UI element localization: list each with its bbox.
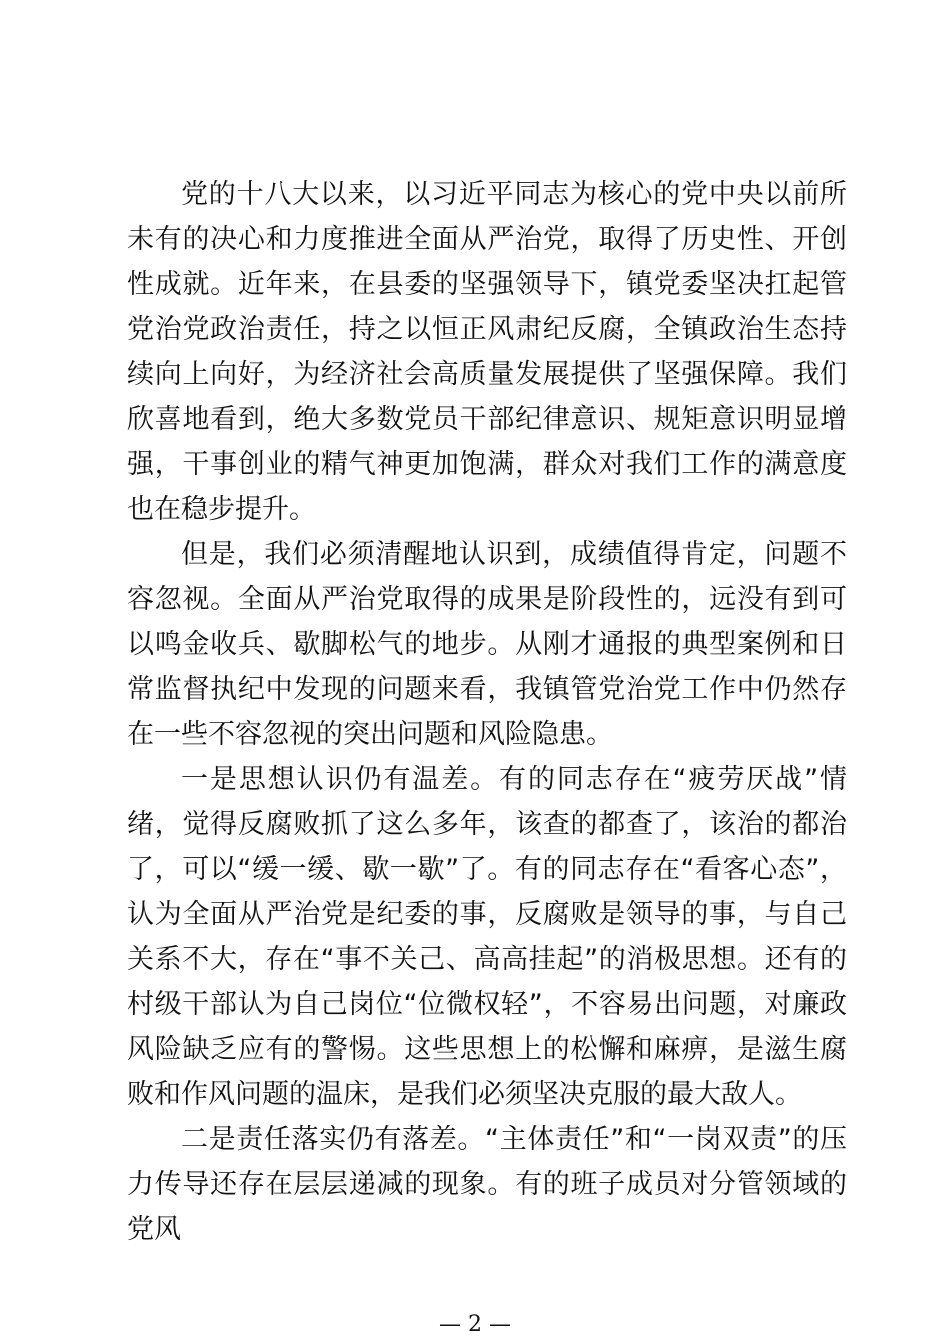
page-number: — 2 — <box>439 1312 511 1337</box>
paragraph-3: 一是思想认识仍有温差。有的同志存在“疲劳厌战”情绪，觉得反腐败抓了这么多年，该查的都查了，该治的都治了，可以“缓一缓、歇一歇”了。有的同志存在“看客心态”，认为全面从严治党是纪委的事，反腐败是领导的事，与自己关系不大，存在“事不关己、高高挂起”的消极思想。还有的村级干部认为自己岗位“位微权轻”，不容易出问题，对廉政风险缺乏应有的警惕。这些思想上的松懈和麻痹，是滋生腐败和作风问题的温床，是我们必须坚决克服的最大敌人。 <box>127 764 847 1110</box>
body-text <box>127 172 847 1252</box>
paragraph-2: 但是，我们必须清醒地认识到，成绩值得肯定，问题不容忽视。全面从严治党取得的成果是阶段性的，远没有到可以鸣金收兵、歇脚松气的地步。从刚才通报的典型案例和日常监督执纪中发现的问题来看，我镇管党治党工作中仍然存在一些不容忽视的突出问题和风险隐患。 <box>127 539 847 750</box>
paragraph-4: 二是责任落实仍有落差。“主体责任”和“一岗双责”的压力传导还存在层层递减的现象。有的班子成员对分管领域的党风 <box>127 1124 847 1245</box>
paragraph-1: 党的十八大以来，以习近平同志为核心的党中央以前所未有的决心和力度推进全面从严治党，取得了历史性、开创性成就。近年来，在县委的坚强领导下，镇党委坚决扛起管党治党政治责任，持之以恒正风肃纪反腐，全镇政治生态持续向上向好，为经济社会高质量发展提供了坚强保障。我们欣喜地看到，绝大多数党员干部纪律意识、规矩意识明显增强，干事创业的精气神更加饱满，群众对我们工作的满意度也在稳步提升。 <box>127 179 847 525</box>
